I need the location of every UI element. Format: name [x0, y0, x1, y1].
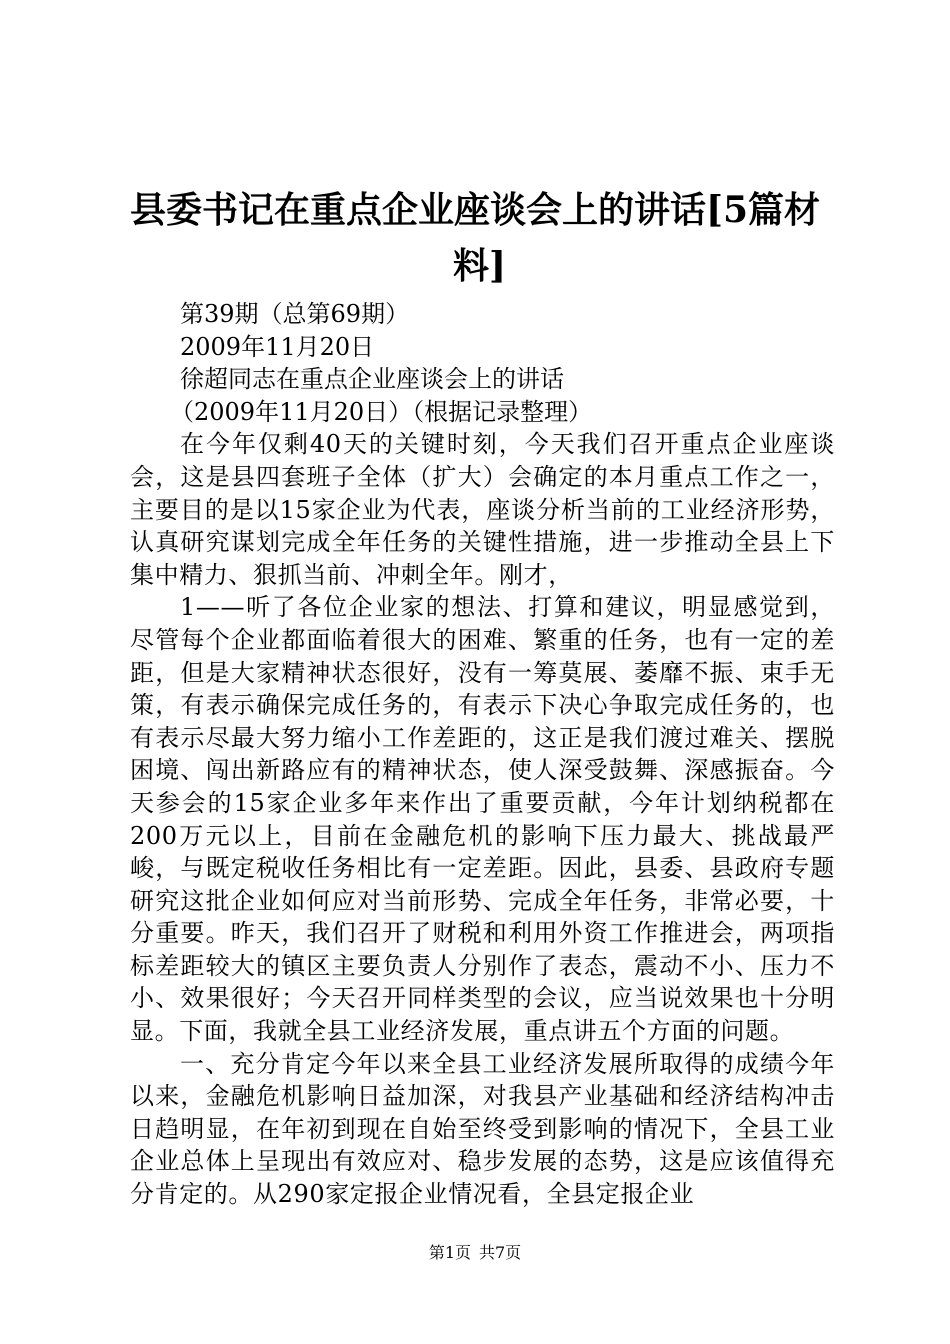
speech-note: （2009年11月20日）（根据记录整理）: [170, 397, 593, 426]
page-total: 共7页: [479, 1243, 522, 1262]
page-footer: [0, 1243, 950, 1263]
title-line-1: 县委书记在重点企业座谈会上的讲话[5篇材: [129, 189, 821, 231]
document-body: [130, 298, 835, 1211]
title-line-2: 料]: [453, 245, 507, 287]
paragraph-intro: 在今年仅剩40天的关键时刻，今天我们召开重点企业座谈会，这是县四套班子全体（扩大）会确定的本月重点工作之一，主要目的是以15家企业为代表，座谈分析当前的工业经济形势，认真研究谋划完成全年任务的关键性措施，进一步推动全县上下集中精力、狠抓当前、冲刺全年。刚才，: [130, 430, 835, 589]
page-number: 第1页: [428, 1243, 471, 1262]
issue-date: 2009年11月20日: [180, 332, 375, 361]
paragraph-section-one: 一、充分肯定今年以来全县工业经济发展所取得的成绩今年以来，金融危机影响日益加深，对我县产业基础和经济结构冲击日趋明显，在年初到现在自始至终受到影响的情况下，全县工业企业总体上呈现出有效应对、稳步发展的态势，这是应该值得充分肯定的。从290家定报企业情况看，全县定报企业: [130, 1049, 835, 1209]
speech-title: 徐超同志在重点企业座谈会上的讲话: [180, 365, 564, 394]
document-title: [120, 182, 830, 294]
issue-number: 第39期（总第69期）: [180, 300, 410, 328]
paragraph-feedback: 1——听了各位企业家的想法、打算和建议，明显感觉到，尽管每个企业都面临着很大的困难、繁重的任务，也有一定的差距，但是大家精神状态很好，没有一筹莫展、萎靡不振、束手无策，有表示确保完成任务的，有表示下决心争取完成任务的，也有表示尽最大努力缩小工作差距的，这正是我们渡过难关、摆脱困境、闯出新路应有的精神状态，使人深受鼓舞、深感振奋。今天参会的15家企业多年来作出了重要贡献，今年计划纳税都在200万元以上，目前在金融危机的影响下压力最大、挑战最严峻，与既定税收任务相比有一定差距。因此，县委、县政府专题研究这批企业如何应对当前形势、完成全年任务，非常必要，十分重要。昨天，我们召开了财税和利用外资工作推进会，两项指标差距较大的镇区主要负责人分别作了表态，震动不小、压力不小、效果很好；今天召开同样类型的会议，应当说效果也十分明显。下面，我就全县工业经济发展，重点讲五个方面的问题。: [130, 593, 835, 1046]
